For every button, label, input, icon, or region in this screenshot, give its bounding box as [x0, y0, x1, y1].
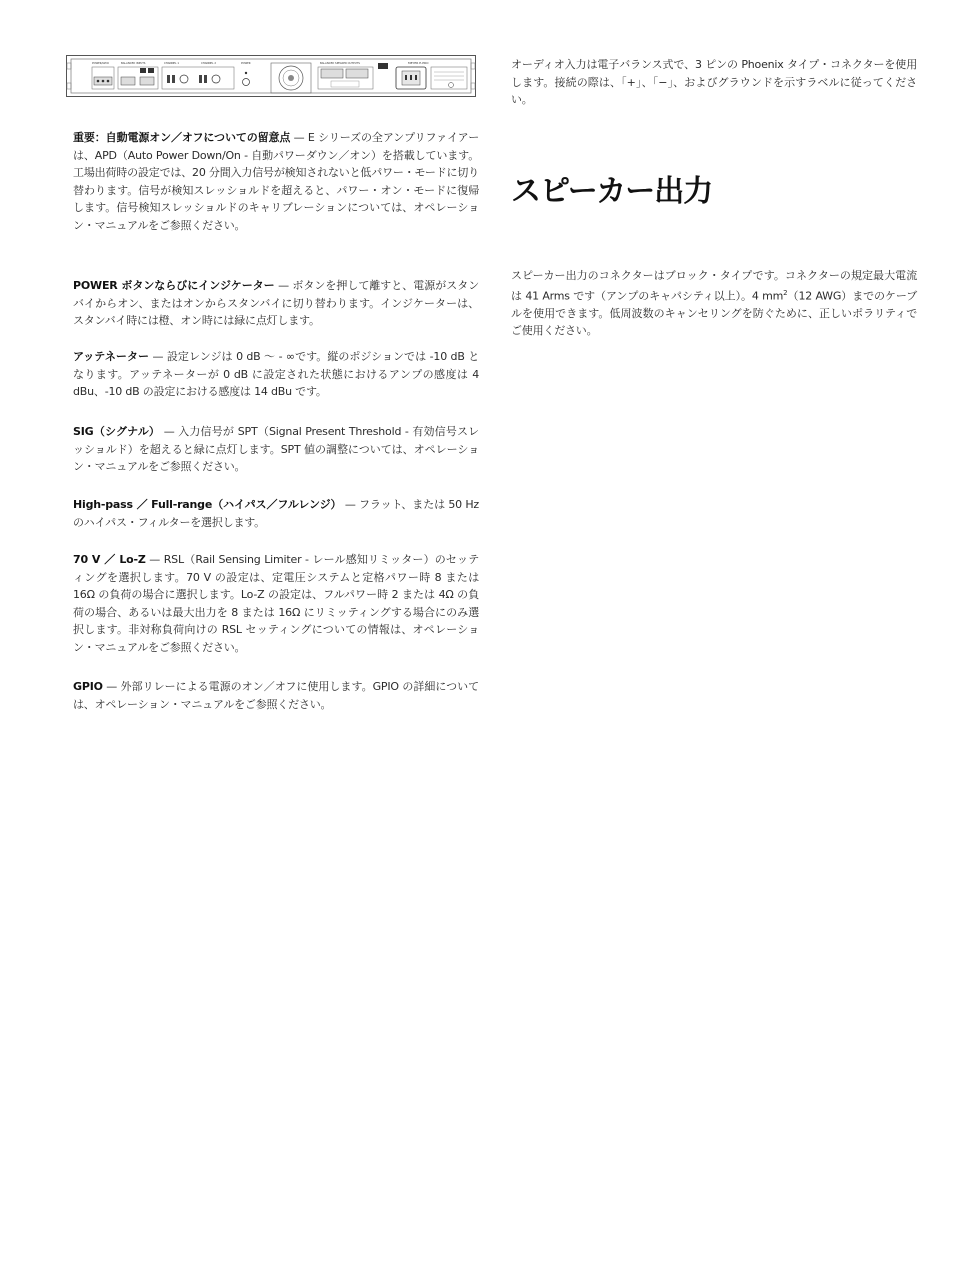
term-highpass: High-pass ／ Full-range（ハイパス／フルレンジ） [73, 498, 342, 511]
panel-label-channel-2: CHANNEL 2 [201, 62, 216, 65]
term-attenuator: アッテネーター [73, 350, 150, 363]
paragraph-audio-input: オーディオ入力は電子バランス式で、3 ピンの Phoenix タイプ・コネクターを使用します。接続の際は、「+」、「−」、およびグラウンドを示すラベルに従ってください。 [511, 58, 917, 106]
term-sig: SIG（シグナル） [73, 425, 161, 438]
body-70v-loz: — RSL（Rail Sensing Limiter - レール感知リミッター）のセッティングを選択します。70 V の設定は、定電圧システムと定格パワー時 8 または 16Ω の負荷の場合に選択します。Lo-Z の設定は、フルパワー時 2 または 4Ω の負荷の場合、あるいは最大出力を 8 または 16Ω にリミッティングする場合にのみ選択します。非対称負荷向けの RSL セッティングについての情報は、オペレーション・マニュアルをご参照ください。 [73, 553, 479, 654]
body-attenuator: — 設定レンジは 0 dB ～ - ∞です。縦のポジションでは -10 dB となります。アッテネーターが 0 dB に設定された状態におけるアンプの感度は 4 dBu、-10 dB の設定における感度は 14 dBu です。 [73, 350, 480, 398]
paragraph-70v-loz [73, 551, 479, 656]
speaker-text-superscript: 2 [783, 288, 788, 297]
paragraph-apd-note [73, 129, 479, 234]
body-apd-note: — E シリーズの全アンプリファイアーは、APD（Auto Power Down/On - 自動パワーダウン／オン）を搭載しています。工場出荷時の設定では、20 分間入力信号が検知されないと低パワー・モードに切り替わります。信号が検知スレッショルドを超えると、パワー・オン・モードに復帰します。信号検知スレッショルドのキャリブレーションについては、オペレーション・マニュアルをご参照ください。 [73, 131, 479, 232]
panel-label-speaker-outputs: BALANCED SPEAKER OUTPUTS [320, 62, 360, 65]
paragraph-gpio [73, 678, 479, 713]
panel-label-channel-1: CHANNEL 1 [164, 62, 179, 65]
term-70v-loz: 70 V ／ Lo-Z [73, 553, 146, 566]
section-heading-speaker-output: スピーカー出力 [511, 174, 713, 209]
paragraph-sig [73, 423, 479, 476]
amplifier-rear-panel-illustration [66, 55, 476, 97]
panel-label-power: POWER [241, 62, 251, 65]
body-sig: — 入力信号が SPT（Signal Present Threshold - 有効信号スレッショルド）を超えると緑に点灯します。SPT 値の調整については、オペレーション・マニュアルをご参照ください。 [73, 425, 479, 473]
paragraph-speaker-output [511, 267, 917, 340]
speaker-text-b: （12 AWG）までのケーブルを使用できます。低周波数のキャンセリングを防ぐために、正しいポラリティでご使用ください。 [511, 289, 918, 338]
term-apd-note: 重要：自動電源オン／オフについての留意点 [73, 131, 291, 144]
panel-label-balanced-inputs: BALANCED INPUTS [121, 62, 146, 65]
term-gpio: GPIO [73, 680, 103, 693]
body-highpass: — フラット、または 50 Hz のハイパス・フィルターを選択します。 [73, 498, 480, 529]
term-power-button: POWER ボタンならびにインジケーター [73, 279, 275, 292]
speaker-text-a: スピーカー出力のコネクターはブロック・タイプです。コネクターの規定最大電流は 41 Arms です（アンプのキャパシティ以上）。4 mm [511, 269, 917, 303]
body-power-button: — ボタンを押して離すと、電源がスタンバイからオン、またはオンからスタンバイに切り替わります。インジケーターは、スタンバイ時には橙、オン時には緑に点灯します。 [73, 279, 479, 327]
paragraph-power-button [73, 277, 479, 330]
paragraph-highpass [73, 496, 479, 531]
panel-label-power-gpio: POWER/GPIO [92, 62, 109, 65]
paragraph-attenuator [73, 348, 479, 401]
panel-label-model: MEYER E-PRO [408, 61, 429, 65]
body-gpio: — 外部リレーによる電源のオン／オフに使用します。GPIO の詳細については、オペレーション・マニュアルをご参照ください。 [73, 680, 479, 711]
